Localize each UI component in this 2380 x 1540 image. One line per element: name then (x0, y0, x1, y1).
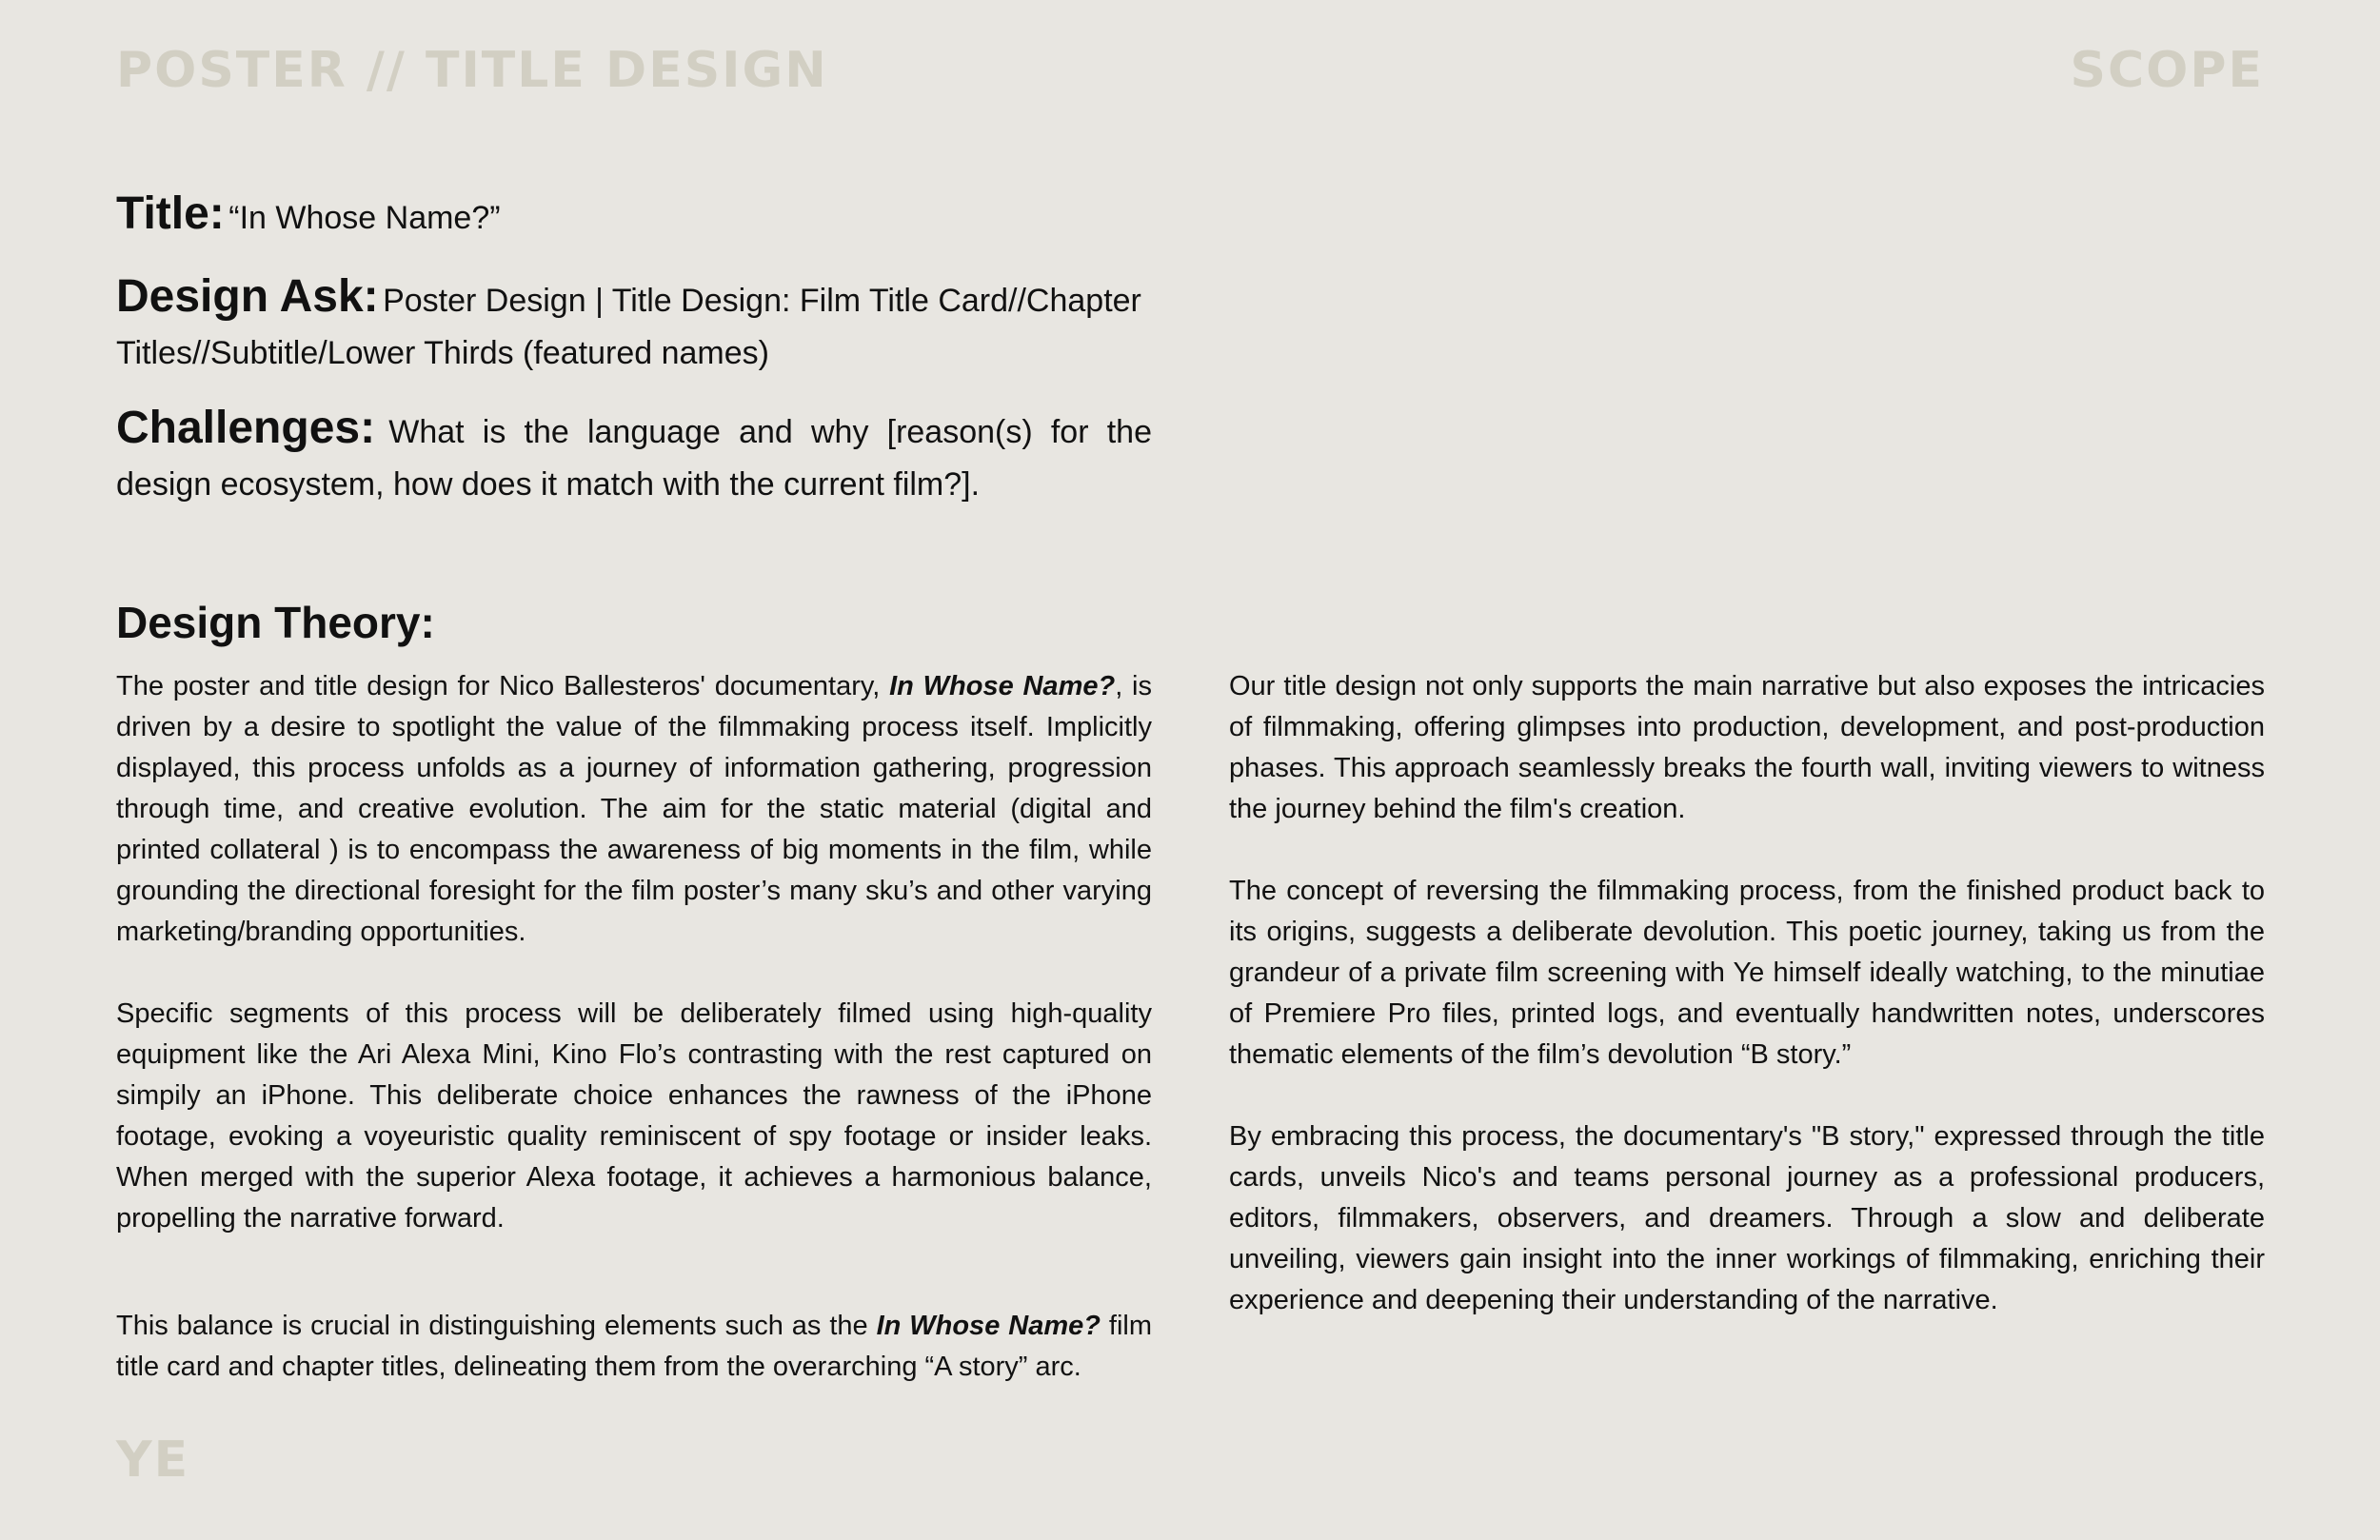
design-ask-label: Design Ask: (116, 271, 379, 322)
paragraph: The concept of reversing the filmmaking process, from the finished product back to its origins, suggests a deliberate devolution. This poetic journey, taking us from the grandeur of a private film screening with Ye himself ideally watching, to the minutiae of Premiere Pro files, printed logs, and eventually handwritten notes, underscores thematic elements of the film’s devolution “B story.” (1229, 876, 2265, 1070)
film-title-emphasis: In Whose Name? (876, 1311, 1101, 1341)
title-value: “In Whose Name?” (228, 200, 501, 236)
paragraph: Specific segments of this process will be deliberately filmed using high-quality equipment like the Ari Alexa Mini, Kino Flo’s contrasting with the rest captured on simpily an iPhone. This deliberate choice enhances the rawness of the iPhone footage, evoking a voyeuristic quality reminiscent of spy footage or insider leaks. When merged with the superior Alexa footage, it achieves a harmonious balance, propelling the narrative forward. (116, 998, 1152, 1234)
title-label: Title: (116, 188, 225, 239)
design-ask-value: Poster Design | Title Design: Film Title Card//Chapter Titles//Subtitle/Lower Thirds (featured names) (116, 283, 1141, 371)
footer-mark: YE (116, 1431, 190, 1489)
design-theory-right-column (1229, 666, 2265, 1321)
paragraph-text: , is driven by a desire to spotlight the value of the filmmaking process itself. Implicitly displayed, this process unfolds as a journey of information gathering, progression through time, and creative evolution. The aim for the static material (digital and printed collateral ) is to encompass the awareness of big moments in the film, while grounding the directional foresight for the film poster’s many sku’s and other varying marketing/branding opportunities. (116, 671, 1152, 947)
paragraph: By embracing this process, the documentary's "B story," expressed through the title cards, unveils Nico's and teams personal journey as a professional producers, editors, filmmakers, observers, and dreamers. Through a slow and deliberate unveiling, viewers gain insight into the inner workings of filmmaking, enriching their experience and deepening their understanding of the narrative. (1229, 1121, 2265, 1315)
paragraph (116, 666, 1152, 953)
paragraph-text: This balance is crucial in distinguishing elements such as the (116, 1311, 877, 1341)
design-ask-field (116, 271, 1152, 383)
challenges-label: Challenges: (116, 403, 376, 453)
paragraph-text: film title card and chapter titles, delineating them from the overarching “A story” arc. (116, 1311, 1152, 1382)
challenges-value: What is the language and why [reason(s) for the design ecosystem, how does it match with the current film?]. (116, 414, 1152, 503)
design-theory-left-column (116, 666, 1152, 1388)
section-title: POSTER // TITLE DESIGN (116, 42, 828, 99)
film-title-emphasis: In Whose Name? (889, 671, 1116, 701)
section-label: SCOPE (2070, 42, 2264, 99)
paragraph: Our title design not only supports the main narrative but also exposes the intricacies of filmmaking, offering glimpses into production, development, and post-production phases. This approach seamlessly breaks the fourth wall, inviting viewers to witness the journey behind the film's creation. (1229, 671, 2265, 824)
challenges-field (116, 405, 1152, 514)
paragraph-text: The poster and title design for Nico Ballesteros' documentary, (116, 671, 890, 701)
design-theory-heading: Design Theory: (116, 598, 435, 647)
paragraph (116, 1306, 1152, 1388)
title-field (116, 186, 1152, 253)
